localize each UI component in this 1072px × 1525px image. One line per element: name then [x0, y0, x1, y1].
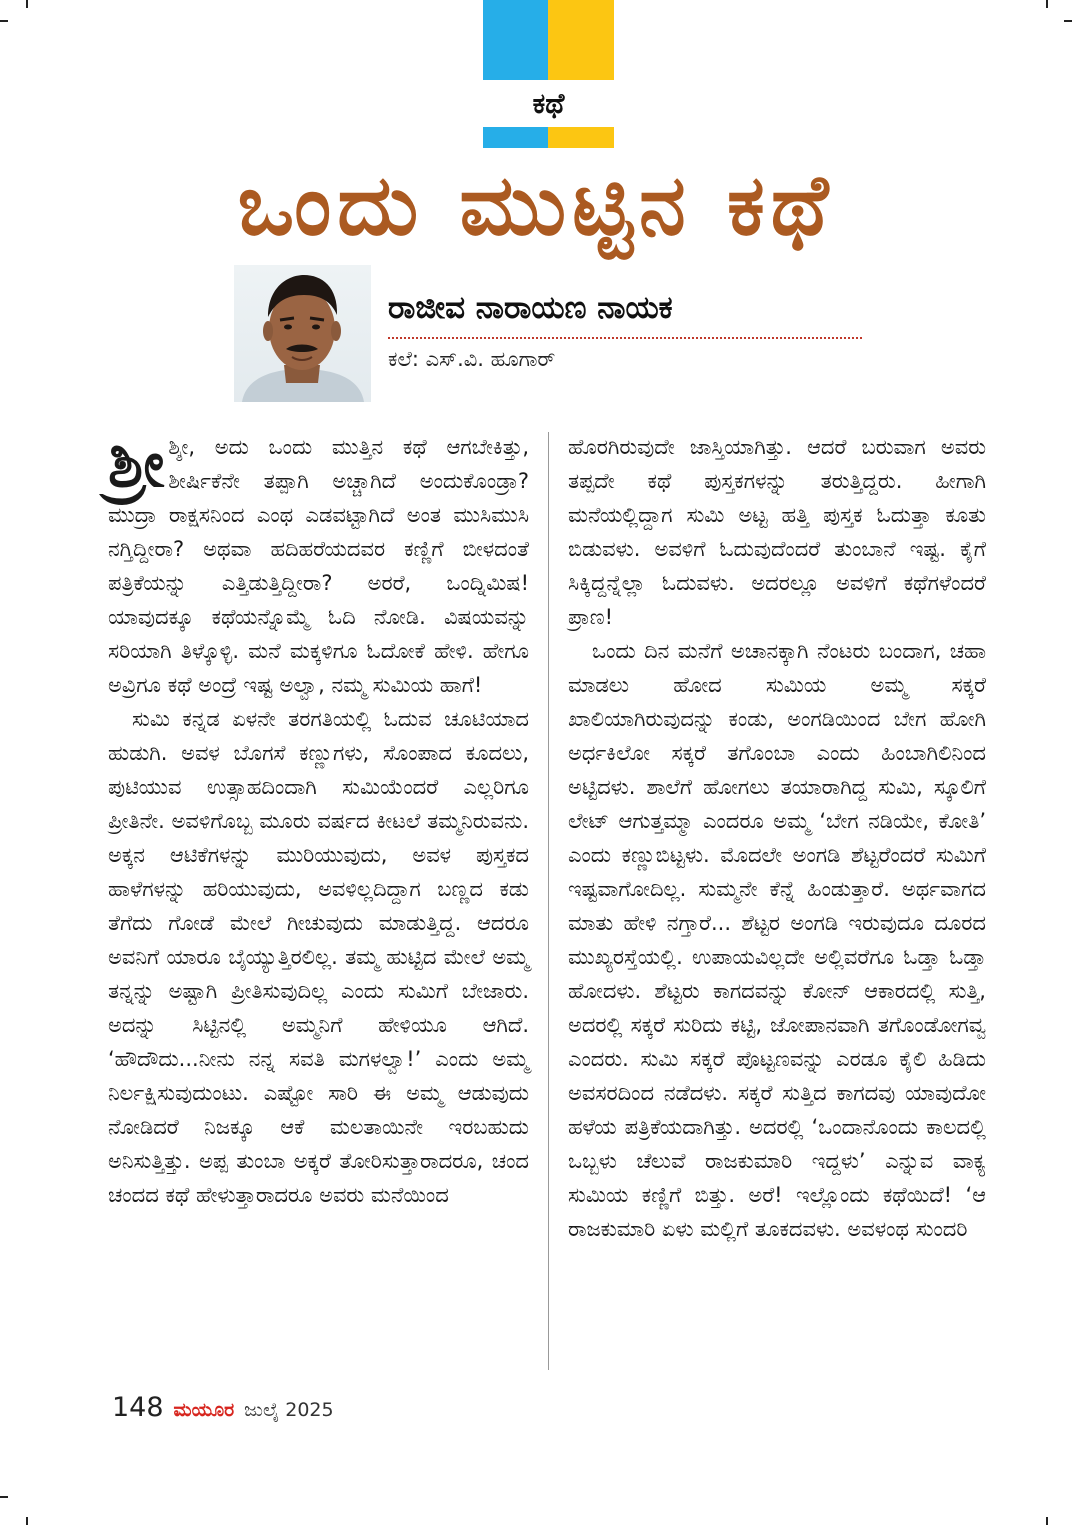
crop-mark: [1046, 1517, 1048, 1525]
crop-mark: [0, 1496, 8, 1498]
author-photo: [234, 265, 371, 402]
crop-mark: [26, 0, 28, 8]
illustrator-credit: ಕಲೆ: ಎಸ್.ವಿ. ಹೂಗಾರ್: [388, 347, 556, 371]
paragraph-text: ಶ್ಶೀ, ಅದು ಒಂದು ಮುತ್ತಿನ ಕಥೆ ಆಗಬೇಕಿತ್ತು, ಶೀರ್ಷಿಕೆನೇ ತಪ್ಪಾಗಿ ಅಚ್ಚಾಗಿದೆ ಅಂದುಕೊಂಡ್ರಾ? ಮುದ್ರಾ ರಾಕ್ಷಸನಿಂದ ಎಂಥ ಎಡವಟ್ಟಾಗಿದೆ ಅಂತ ಮುಸಿಮುಸಿ ನಗ್ತಿದ್ದೀರಾ? ಅಥವಾ ಹದಿಹರೆಯದವರ ಕಣ್ಣಿಗೆ ಬೀಳದಂತೆ ಪತ್ರಿಕೆಯನ್ನು ಎತ್ತಿಡುತ್ತಿದ್ದೀರಾ? ಅರರೆ, ಒಂದ್ನಿಮಿಷ! ಯಾವುದಕ್ಕೂ ಕಥೆಯನ್ನೊಮ್ಮೆ ಓದಿ ನೋಡಿ. ವಿಷಯವನ್ನು ಸರಿಯಾಗಿ ತಿಳ್ಕೊಳ್ಳಿ. ಮನೆ ಮಕ್ಕಳಿಗೂ ಓದೋಕೆ ಹೇಳಿ. ಹೇಗೂ ಅವ್ರಿಗೂ ಕಥೆ ಅಂದ್ರೆ ಇಷ್ಟ ಅಲ್ವಾ, ನಮ್ಮ ಸುಮಿಯ ಹಾಗೆ!: [108, 435, 529, 697]
page-number: 148: [112, 1392, 164, 1423]
crop-mark: [0, 20, 8, 22]
section-label: ಕಥೆ: [532, 87, 565, 120]
logo-blue-block: [483, 0, 548, 80]
author-portrait-icon: [234, 265, 371, 402]
crop-mark: [1064, 20, 1072, 22]
article-column-right: [568, 430, 986, 1246]
logo-yellow-strip: [548, 127, 614, 148]
logo-yellow-block: [548, 0, 614, 80]
paragraph: ಒಂದು ದಿನ ಮನೆಗೆ ಅಚಾನಕ್ಕಾಗಿ ನೆಂಟರು ಬಂದಾಗ, ಚಹಾ ಮಾಡಲು ಹೋದ ಸುಮಿಯ ಅಮ್ಮ ಸಕ್ಕರೆ ಖಾಲಿಯಾಗಿರುವುದನ್ನು ಕಂಡು, ಅಂಗಡಿಯಿಂದ ಬೇಗ ಹೋಗಿ ಅರ್ಧಕಿಲೋ ಸಕ್ಕರೆ ತಗೊಂಬಾ ಎಂದು ಹಿಂಬಾಗಿಲಿನಿಂದ ಅಟ್ಟಿದಳು. ಶಾಲೆಗೆ ಹೋಗಲು ತಯಾರಾಗಿದ್ದ ಸುಮಿ, ಸ್ಕೂಲಿಗೆ ಲೇಟ್ ಆಗುತ್ತಮ್ಮಾ ಎಂದರೂ ಅಮ್ಮ ‘ಬೇಗ ನಡಿಯೇ, ಕೋತಿ’ ಎಂದು ಕಣ್ಣುಬಿಟ್ಟಳು. ಮೊದಲೇ ಅಂಗಡಿ ಶೆಟ್ಟರೆಂದರೆ ಸುಮಿಗೆ ಇಷ್ಟವಾಗೋದಿಲ್ಲ. ಸುಮ್ಮನೇ ಕೆನ್ನೆ ಹಿಂಡುತ್ತಾರೆ. ಅರ್ಥವಾಗದ ಮಾತು ಹೇಳಿ ನಗ್ತಾರೆ... ಶೆಟ್ಟರ ಅಂಗಡಿ ಇರುವುದೂ ದೂರದ ಮುಖ್ಯರಸ್ತೆಯಲ್ಲಿ. ಉಪಾಯವಿಲ್ಲದೇ ಅಲ್ಲಿವರೆಗೂ ಓಡ್ತಾ ಓಡ್ತಾ ಹೋದಳು. ಶೆಟ್ಟರು ಕಾಗದವನ್ನು ಕೋನ್ ಆಕಾರದಲ್ಲಿ ಸುತ್ತಿ, ಅದರಲ್ಲಿ ಸಕ್ಕರೆ ಸುರಿದು ಕಟ್ಟಿ, ಜೋಪಾನವಾಗಿ ತಗೊಂಡೋಗವ್ವ ಎಂದರು. ಸುಮಿ ಸಕ್ಕರೆ ಪೊಟ್ಟಣವನ್ನು ಎರಡೂ ಕೈಲಿ ಹಿಡಿದು ಅವಸರದಿಂದ ನಡೆದಳು. ಸಕ್ಕರೆ ಸುತ್ತಿದ ಕಾಗದವು ಯಾವುದೋ ಹಳೆಯ ಪತ್ರಿಕೆಯದಾಗಿತ್ತು. ಅದರಲ್ಲಿ ‘ಒಂದಾನೊಂದು ಕಾಲದಲ್ಲಿ ಒಬ್ಬಳು ಚೆಲುವೆ ರಾಜಕುಮಾರಿ ಇದ್ದಳು’ ಎನ್ನುವ ವಾಕ್ಯ ಸುಮಿಯ ಕಣ್ಣಿಗೆ ಬಿತ್ತು. ಅರೆ! ಇಲ್ಲೊಂದು ಕಥೆಯಿದೆ! ‘ಆ ರಾಜಕುಮಾರಿ ಏಳು ಮಲ್ಲಿಗೆ ತೂಕದವಳು. ಅವಳಂಥ ಸುಂದರಿ: [568, 639, 986, 1241]
issue-date: ಜುಲೈ 2025: [244, 1399, 334, 1421]
logo-blue-strip: [483, 127, 548, 148]
article-title: ಒಂದು ಮುಟ್ಟಿನ ಕಥೆ: [237, 156, 835, 254]
magazine-name: ಮಯೂರ: [173, 1399, 235, 1421]
divider: [388, 337, 862, 339]
paragraph: [108, 430, 529, 702]
page-footer: [112, 1392, 334, 1428]
crop-mark: [26, 1517, 28, 1525]
paragraph: ಸುಮಿ ಕನ್ನಡ ಏಳನೇ ತರಗತಿಯಲ್ಲಿ ಓದುವ ಚೂಟಿಯಾದ ಹುಡುಗಿ. ಅವಳ ಬೊಗಸೆ ಕಣ್ಣುಗಳು, ಸೊಂಪಾದ ಕೂದಲು, ಪುಟಿಯುವ ಉತ್ಸಾಹದಿಂದಾಗಿ ಸುಮಿಯೆಂದರೆ ಎಲ್ಲರಿಗೂ ಪ್ರೀತಿನೇ. ಅವಳಿಗೊಬ್ಬ ಮೂರು ವರ್ಷದ ಕೀಟಲೆ ತಮ್ಮನಿರುವನು. ಅಕ್ಕನ ಆಟಿಕೆಗಳನ್ನು ಮುರಿಯುವುದು, ಅವಳ ಪುಸ್ತಕದ ಹಾಳೆಗಳನ್ನು ಹರಿಯುವುದು, ಅವಳಿಲ್ಲದಿದ್ದಾಗ ಬಣ್ಣದ ಕಡು ತೆಗೆದು ಗೋಡೆ ಮೇಲೆ ಗೀಚುವುದು ಮಾಡುತ್ತಿದ್ದ. ಆದರೂ ಅವನಿಗೆ ಯಾರೂ ಬೈಯ್ಯುತ್ತಿರಲಿಲ್ಲ. ತಮ್ಮ ಹುಟ್ಟಿದ ಮೇಲೆ ಅಮ್ಮ ತನ್ನನ್ನು ಅಷ್ಟಾಗಿ ಪ್ರೀತಿಸುವುದಿಲ್ಲ ಎಂದು ಸುಮಿಗೆ ಬೇಜಾರು. ಅದನ್ನು ಸಿಟ್ಟಿನಲ್ಲಿ ಅಮ್ಮನಿಗೆ ಹೇಳಿಯೂ ಆಗಿದೆ. ‘ಹೌದೌದು...ನೀನು ನನ್ನ ಸವತಿ ಮಗಳಲ್ವಾ!’ ಎಂದು ಅಮ್ಮ ನಿರ್ಲಕ್ಷಿಸುವುದುಂಟು. ಎಷ್ಟೋ ಸಾರಿ ಈ ಅಮ್ಮ ಆಡುವುದು ನೋಡಿದರೆ ನಿಜಕ್ಕೂ ಆಕೆ ಮಲತಾಯಿನೇ ಇರಬಹುದು ಅನಿಸುತ್ತಿತ್ತು. ಅಪ್ಪ ತುಂಬಾ ಅಕ್ಕರೆ ತೋರಿಸುತ್ತಾರಾದರೂ, ಚಂದ ಚಂದದ ಕಥೆ ಹೇಳುತ್ತಾರಾದರೂ ಅವರು ಮನೆಯಿಂದ: [108, 707, 529, 1207]
crop-mark: [1046, 0, 1048, 8]
dropcap: ಶ್ರೀ: [108, 428, 165, 502]
article-column-left: [108, 430, 529, 1212]
author-name: ರಾಜೀವ ನಾರಾಯಣ ನಾಯಕ: [388, 290, 673, 326]
column-divider: [548, 432, 549, 1370]
paragraph: ಹೊರಗಿರುವುದೇ ಜಾಸ್ತಿಯಾಗಿತ್ತು. ಆದರೆ ಬರುವಾಗ ಅವರು ತಪ್ಪದೇ ಕಥೆ ಪುಸ್ತಕಗಳನ್ನು ತರುತ್ತಿದ್ದರು. ಹೀಗಾಗಿ ಮನೆಯಲ್ಲಿದ್ದಾಗ ಸುಮಿ ಅಟ್ಟ ಹತ್ತಿ ಪುಸ್ತಕ ಓದುತ್ತಾ ಕೂತು ಬಿಡುವಳು. ಅವಳಿಗೆ ಓದುವುದೆಂದರೆ ತುಂಬಾನೆ ಇಷ್ಟ. ಕೈಗೆ ಸಿಕ್ಕಿದ್ದನ್ನೆಲ್ಲಾ ಓದುವಳು. ಅದರಲ್ಲೂ ಅವಳಿಗೆ ಕಥೆಗಳೆಂದರೆ ಪ್ರಾಣ!: [568, 435, 986, 629]
